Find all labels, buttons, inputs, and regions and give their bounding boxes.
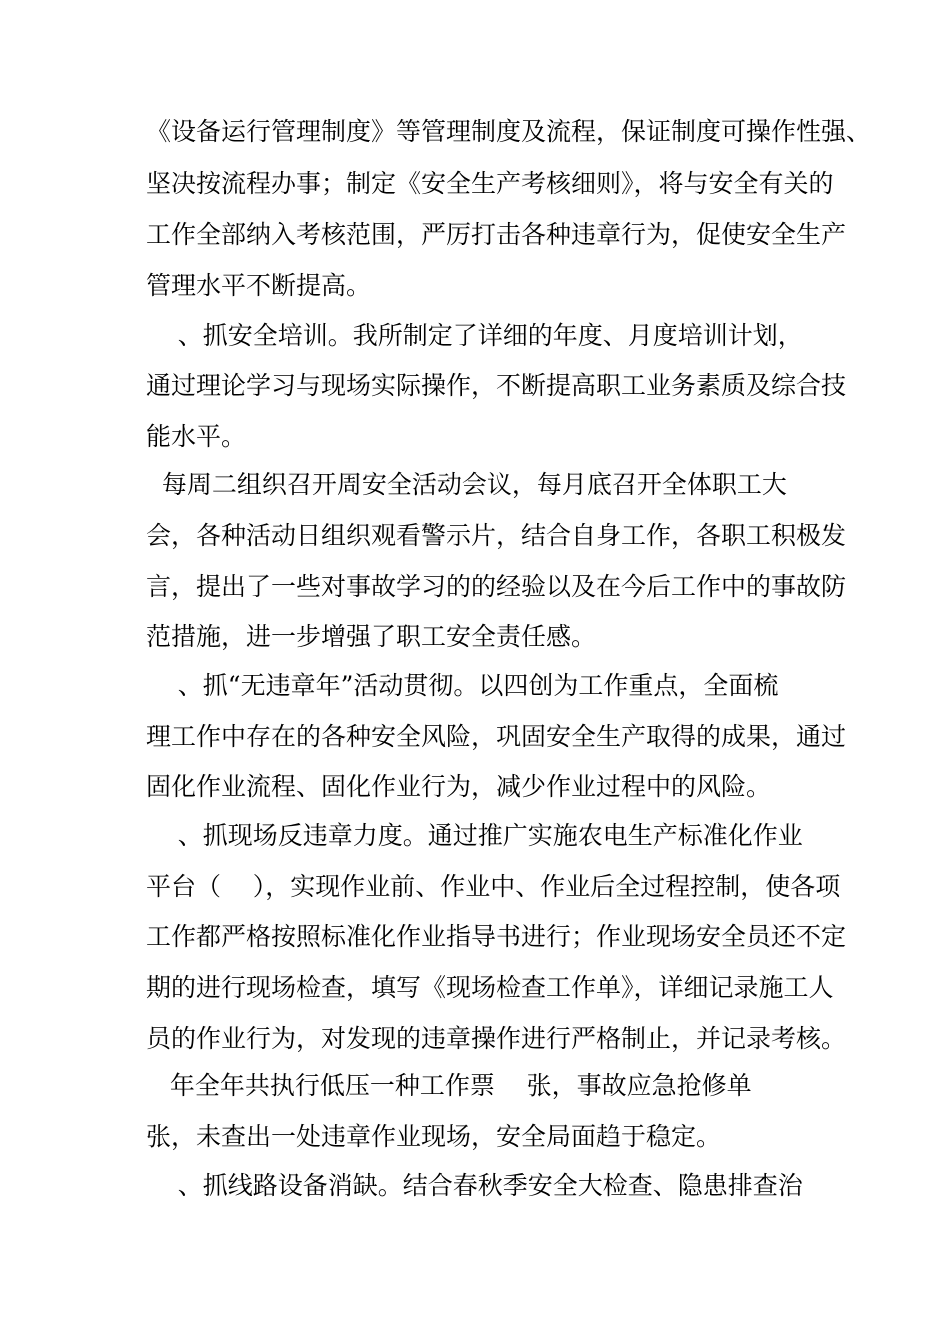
text-line: 理工作中存在的各种安全风险，巩固安全生产取得的成果，通过 <box>146 722 847 751</box>
text-line: 通过理论学习与现场实际操作，不断提高职工业务素质及综合技 <box>146 371 847 400</box>
text-line: 、抓“无违章年”活动贯彻。以四创为工作重点，全面梳 <box>146 671 779 700</box>
text-line: 能水平。 <box>146 422 247 451</box>
text-line: 工作都严格按照标准化作业指导书进行；作业现场安全员还不定 <box>146 922 847 951</box>
text-line: 张，未查出一处违章作业现场，安全局面趋于稳定。 <box>146 1122 722 1151</box>
text-line: 《设备运行管理制度》等管理制度及流程，保证制度可操作性强、 <box>146 117 872 146</box>
text-line: 工作全部纳入考核范围，严厉打击各种违章行为，促使安全生产 <box>146 220 847 249</box>
text-line: 每周二组织召开周安全活动会议，每月底召开全体职工大 <box>146 470 787 499</box>
text-line: 坚决按流程办事；制定《安全生产考核细则》，将与安全有关的 <box>146 169 834 198</box>
text-line: 、抓安全培训。我所制定了详细的年度、月度培训计划， <box>146 321 803 350</box>
text-line: 平台（ ），实现作业前、作业中、作业后全过程控制，使各项 <box>146 872 841 901</box>
text-line: 范措施，进一步增强了职工安全责任感。 <box>146 622 597 651</box>
text-line: 固化作业流程、固化作业行为，减少作业过程中的风险。 <box>146 772 772 801</box>
text-line: 言，提出了一些对事故学习的的经验以及在今后工作中的事故防 <box>146 572 847 601</box>
text-line: 年全年共执行低压一种工作票 张，事故应急抢修单 <box>146 1071 752 1100</box>
text-line: 会，各种活动日组织观看警示片，结合自身工作，各职工积极发 <box>146 521 847 550</box>
text-line: 管理水平不断提高。 <box>146 271 372 300</box>
text-line: 期的进行现场检查，填写《现场检查工作单》，详细记录施工人 <box>146 973 834 1002</box>
text-line: 、抓线路设备消缺。结合春秋季安全大检查、隐患排查治 <box>146 1171 803 1200</box>
text-line: 员的作业行为，对发现的违章操作进行严格制止，并记录考核。 <box>146 1024 847 1053</box>
text-line: 、抓现场反违章力度。通过推广实施农电生产标准化作业 <box>146 821 803 850</box>
